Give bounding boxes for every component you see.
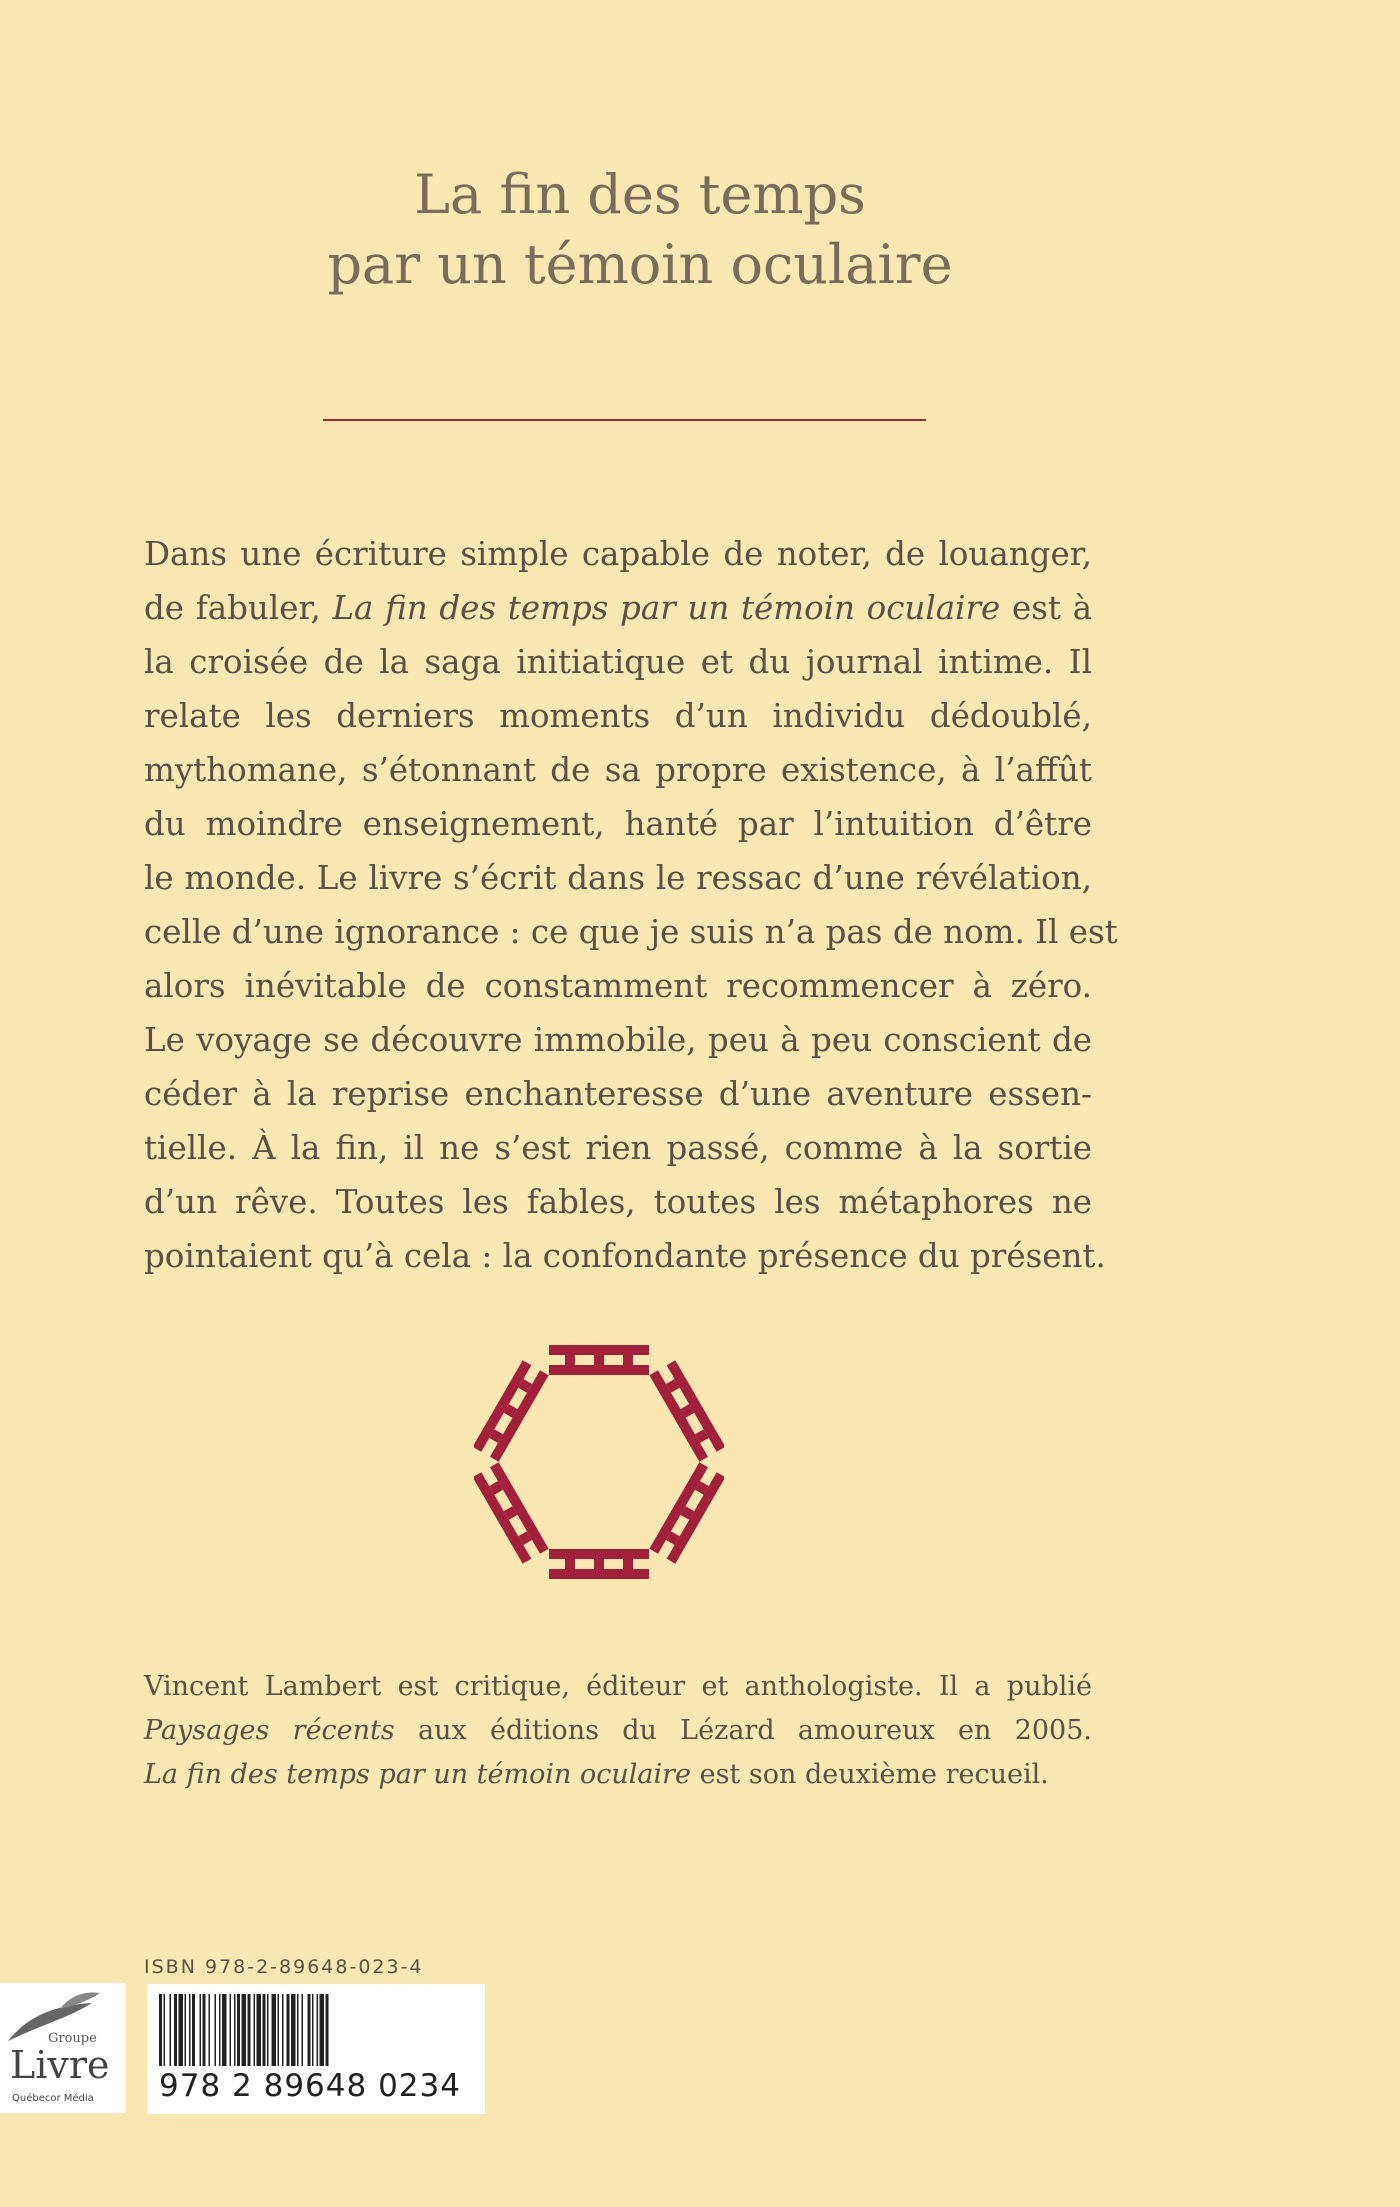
publisher-logo [0, 1983, 126, 2113]
barcode-bar [215, 1994, 217, 2066]
blurb-line: alors inévitable de constamment recommencer à zéro. [144, 967, 1092, 1005]
barcode-bar [287, 1994, 290, 2066]
bio-line [144, 1709, 1092, 1753]
barcode-bar [317, 1994, 319, 2066]
barcode-bar [267, 1994, 269, 2066]
barcode-bar [209, 1994, 211, 2066]
barcode-bar [230, 1994, 232, 2066]
barcode-bar [263, 1994, 266, 2066]
barcode-bar [254, 1994, 256, 2066]
blurb-line [144, 581, 1092, 635]
book-title-italic: La fin des temps par un témoin oculaire [144, 1759, 691, 1790]
blurb-line: pointaient qu’à cela : la confondante présence du présent. [144, 1237, 1106, 1275]
barcode-bar [189, 1994, 191, 2066]
barcode-bar [272, 1994, 277, 2066]
barcode-bar [297, 1994, 299, 2066]
barcode-bar [278, 1994, 280, 2066]
publisher-livre: Livre [10, 2043, 110, 2087]
blurb-line: du moindre enseignement, hanté par l’intuition d’être [144, 805, 1092, 843]
blurb-line: céder à la reprise enchanteresse d’une aventure essen- [144, 1075, 1092, 1113]
barcode-bar [248, 1994, 251, 2066]
blurb-line: Dans une écriture simple capable de noter, de louanger, [144, 535, 1092, 573]
barcode-bar [308, 1994, 311, 2066]
barcode-bar [222, 1994, 227, 2066]
barcode-bar [302, 1994, 304, 2066]
blurb-line: la croisée de la saga initiatique et du journal intime. Il [144, 643, 1092, 681]
barcode-bar [282, 1994, 284, 2066]
blurb-line: mythomane, s’étonnant de sa propre existence, à l’affût [144, 751, 1092, 789]
blurb-line: relate les derniers moments d’un individu dédoublé, [144, 697, 1092, 735]
previous-book-title: Paysages récents [144, 1715, 395, 1746]
title-line-2: par un témoin oculaire [327, 233, 953, 296]
barcode-bar [257, 1994, 262, 2066]
barcode-bar [219, 1994, 221, 2066]
barcode-bar [291, 1994, 296, 2066]
barcode-bar [185, 1994, 187, 2066]
barcode-bar [203, 1994, 206, 2066]
blurb-text: de fabuler, [144, 589, 321, 627]
barcode-bar [179, 1994, 184, 2066]
barcode-bar [326, 1994, 329, 2066]
barcode-bars-icon [159, 1994, 473, 2066]
blurb-line: tielle. À la fin, il ne s’est rien passé, comme à la sortie [144, 1129, 1092, 1167]
bio-line: Vincent Lambert est critique, éditeur et anthologiste. Il a publié [144, 1671, 1092, 1702]
barcode-bar [320, 1994, 325, 2066]
barcode [147, 1984, 485, 2114]
bio-line [144, 1753, 1092, 1797]
blurb-line: d’un rêve. Toutes les fables, toutes les métaphores ne [144, 1183, 1092, 1221]
blurb-line: le monde. Le livre s’écrit dans le ressac d’une révélation, [144, 859, 1092, 897]
book-title [140, 160, 1140, 300]
book-title-italic: La fin des temps par un témoin oculaire [332, 589, 1001, 627]
author-bio [144, 1665, 1092, 1797]
blurb-line: Le voyage se découvre immobile, peu à peu conscient de [144, 1021, 1092, 1059]
blurb-line: celle d’une ignorance : ce que je suis n’a pas de nom. Il est [144, 913, 1118, 951]
publisher-groupe: Groupe [48, 2031, 97, 2046]
barcode-bar [200, 1994, 202, 2066]
barcode-bar [237, 1994, 240, 2066]
bio-text: est son deuxième recueil. [699, 1759, 1049, 1790]
barcode-bar [174, 1994, 177, 2066]
isbn-label: ISBN 978-2-89648-023-4 [144, 1956, 424, 1978]
barcode-bar [159, 1994, 162, 2066]
barcode-bar [242, 1994, 247, 2066]
back-cover-blurb [144, 527, 1118, 1283]
title-divider [323, 419, 926, 421]
barcode-bar [312, 1994, 314, 2066]
bio-text: aux éditions du Lézard amoureux en 2005. [418, 1715, 1092, 1746]
barcode-digits: 978 2 89648 0234 [159, 2068, 461, 2104]
publisher-subtitle: Québecor Média [12, 2093, 94, 2104]
barcode-bar [192, 1994, 195, 2066]
hexagon-ornament-icon [474, 1344, 724, 1580]
title-line-1: La fin des temps [414, 163, 866, 226]
blurb-text: est à [1011, 589, 1092, 627]
barcode-bar [164, 1994, 166, 2066]
barcode-bar [234, 1994, 236, 2066]
barcode-bar [170, 1994, 172, 2066]
